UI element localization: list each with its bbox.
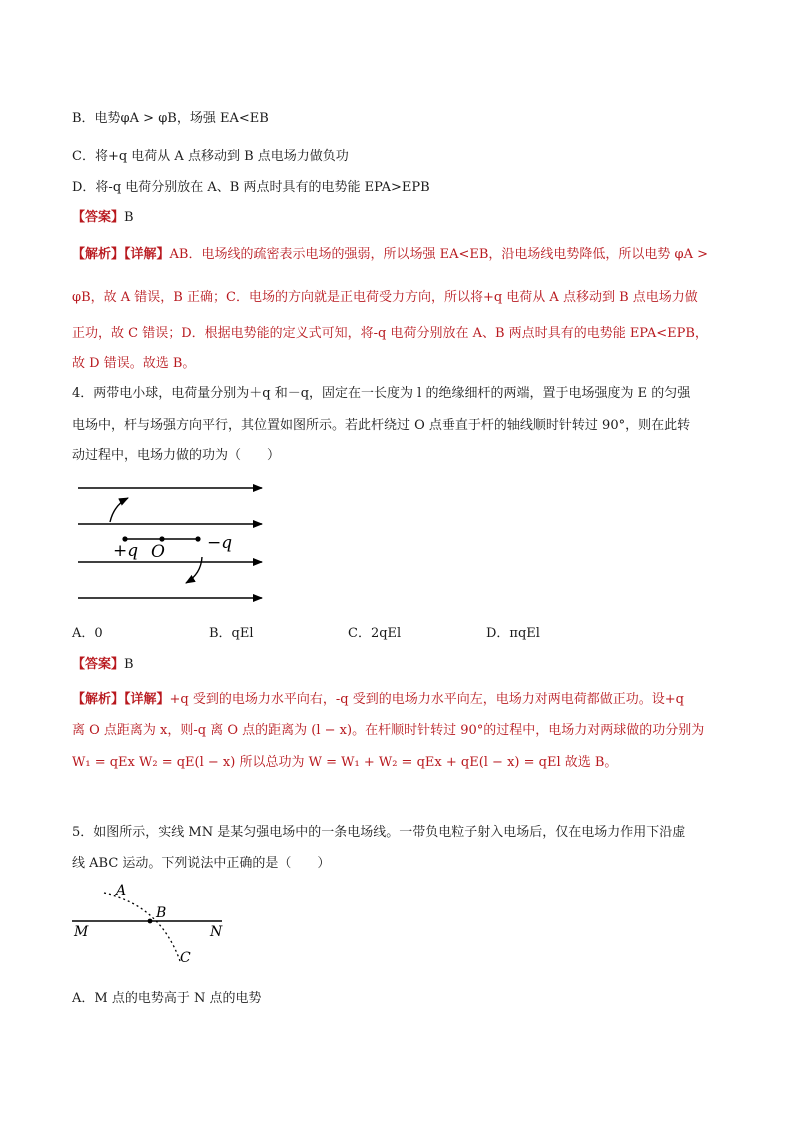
analysis-label: 【解析】【详解】	[72, 247, 170, 262]
q5-stem-line-1: 5．如图所示，实线 MN 是某匀强电场中的一条电场线。一带负电粒子射入电场后，仅在电场力作用下沿虚	[72, 825, 686, 840]
q4-option-c: C．2qEl	[348, 626, 402, 641]
q3-analysis-line-3: 正功，故 C 错误；D．根据电势能的定义式可知，将-q 电荷分别放在 A、B 两点时具有的电势能 EPA<EPB，	[72, 326, 708, 341]
q3-option-b: B．电势φA > φB，场强 EA<EB	[72, 111, 269, 126]
label-n: N	[210, 924, 223, 940]
label-a: A	[116, 883, 127, 899]
q4-option-d: D．πqEl	[486, 626, 540, 641]
q3-analysis-line-2: φB，故 A 错误，B 正确；C．电场的方向就是正电荷受力方向，所以将+q 电荷从 A 点移动到 B 点电场力做	[72, 290, 698, 305]
answer-label: 【答案】	[72, 657, 125, 672]
q4-answer	[72, 653, 134, 672]
q4-analysis-line-3: W₁ = qEx W₂ = qE(l − x) 所以总功为 W = W₁ + W₂ = qEx + qE(l − x) = qEl 故选 B。	[72, 755, 618, 770]
analysis-text: AB．电场线的疏密表示电场的强弱，所以场强 EA<EB，沿电场线电势降低，所以电势 φA >	[169, 247, 709, 262]
answer-value: B	[124, 657, 134, 672]
q4-option-a: A．0	[72, 626, 103, 641]
analysis-label: 【解析】【详解】	[72, 692, 170, 707]
q4-stem-line-1: 4．两带电小球，电荷量分别为＋q 和－q，固定在一长度为 l 的绝缘细杆的两端，置于电场强度为 E 的匀强	[72, 386, 691, 401]
q3-option-c: C．将+q 电荷从 A 点移动到 B 点电场力做负功	[72, 149, 349, 164]
q5-stem-line-2: 线 ABC 运动。下列说法中正确的是（ ）	[72, 856, 331, 871]
label-c: C	[180, 950, 191, 966]
rotation-arrow-bottom	[186, 557, 202, 583]
q3-analysis-line-4: 故 D 错误。故选 B。	[72, 356, 196, 371]
label-plus-q: +q	[113, 541, 139, 561]
answer-label: 【答案】	[72, 210, 125, 225]
label-o: O	[151, 542, 165, 562]
q4-analysis-line-2: 离 O 点距离为 x，则-q 离 O 点的距离为 (l − x)。在杆顺时针转过 90°的过程中，电场力对两球做的功分别为	[72, 723, 705, 738]
q5-option-a: A．M 点的电势高于 N 点的电势	[72, 991, 262, 1006]
q4-stem-line-2: 电场中，杆与场强方向平行，其位置如图所示。若此杆绕过 O 点垂直于杆的轴线顺时针转过 90°，则在此转	[72, 418, 691, 433]
analysis-text: +q 受到的电场力水平向右，-q 受到的电场力水平向左，电场力对两电荷都做正功。设+q	[169, 692, 684, 707]
q3-option-d: D．将-q 电荷分别放在 A、B 两点时具有的电势能 EPA>EPB	[72, 180, 430, 195]
q4-analysis-line-1	[72, 688, 684, 707]
point-b	[148, 919, 153, 924]
path-abc	[104, 893, 180, 961]
answer-value: B	[124, 210, 134, 225]
label-b: B	[156, 905, 167, 921]
charge-minus	[195, 536, 200, 541]
q4-option-b: B．qEl	[209, 626, 254, 641]
q4-stem-line-3: 动过程中，电场力做的功为（ ）	[72, 448, 281, 463]
label-minus-q: −q	[207, 533, 233, 553]
rotation-arrow-top	[110, 498, 128, 522]
label-m: M	[74, 924, 89, 940]
pivot-o	[159, 536, 164, 541]
